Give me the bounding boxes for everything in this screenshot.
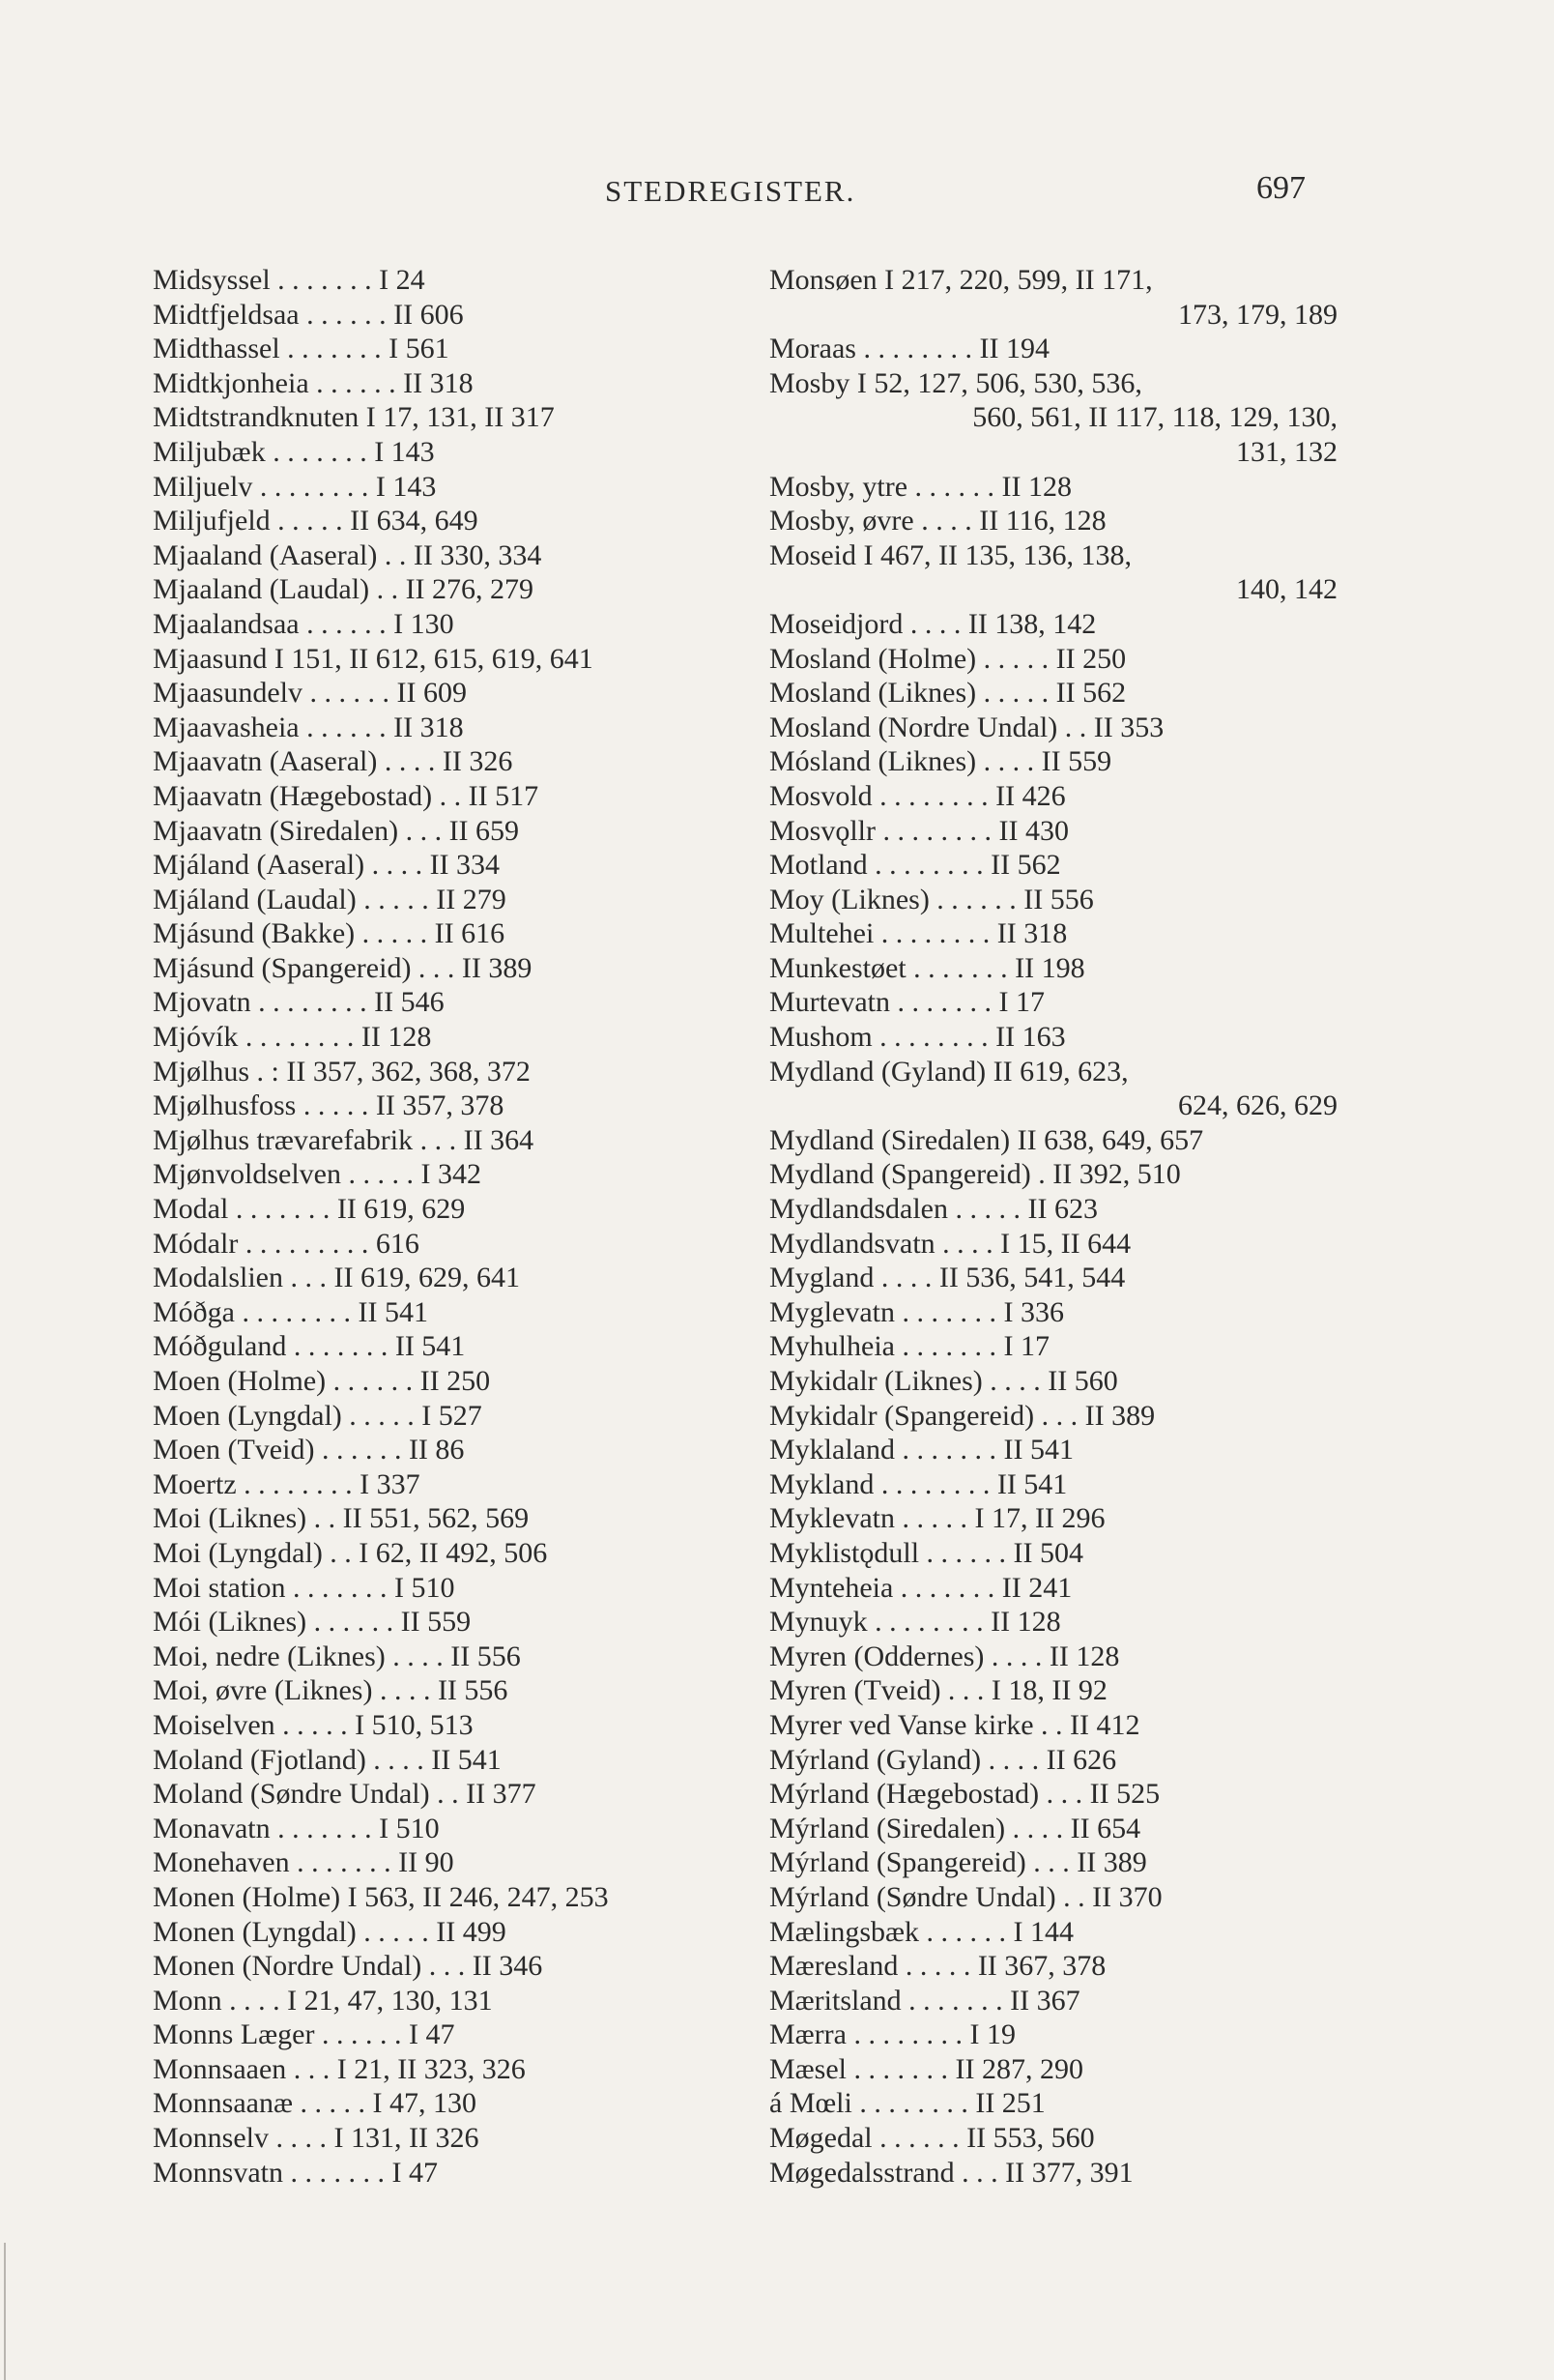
scan-edge-mark — [4, 2243, 6, 2380]
index-entry: Myglevatn . . . . . . . I 336 — [769, 1295, 1064, 1328]
index-entry: Moland (Fjotland) . . . . II 541 — [153, 1743, 502, 1776]
index-entry: Monen (Nordre Undal) . . . II 346 — [153, 1950, 543, 1983]
index-entry: Mjaasund I 151, II 612, 615, 619, 641 — [153, 642, 593, 675]
index-entry: Moi, nedre (Liknes) . . . . II 556 — [153, 1640, 521, 1672]
page-header — [0, 170, 1554, 217]
index-entry: Mydland (Spangereid) . II 392, 510 — [769, 1158, 1181, 1191]
index-entry: Mjaalandsaa . . . . . . I 130 — [153, 607, 454, 640]
index-entry: Myren (Oddernes) . . . . II 128 — [769, 1640, 1120, 1672]
index-entry: Midtfjeldsaa . . . . . . II 606 — [153, 298, 464, 331]
index-entry: Myren (Tveid) . . . I 18, II 92 — [769, 1674, 1108, 1707]
index-entry: Møgedalsstrand . . . II 377, 391 — [769, 2156, 1134, 2189]
index-entry: Mjásund (Bakke) . . . . . II 616 — [153, 917, 505, 950]
index-entry: Mushom . . . . . . . . II 163 — [769, 1021, 1066, 1054]
index-entry: Mykland . . . . . . . . II 541 — [769, 1467, 1068, 1500]
index-entry: Mydland (Siredalen) II 638, 649, 657 — [769, 1123, 1204, 1156]
index-entry: Monnsvatn . . . . . . . I 47 — [153, 2156, 438, 2189]
index-column-right — [769, 263, 1338, 2190]
index-entry: Mósland (Liknes) . . . . II 559 — [769, 745, 1112, 778]
index-entry: Myrer ved Vanse kirke . . II 412 — [769, 1708, 1140, 1741]
index-entry: Mjáland (Aaseral) . . . . II 334 — [153, 849, 501, 882]
index-entry: Mjønvoldselven . . . . . I 342 — [153, 1158, 481, 1191]
index-entry: Mæresland . . . . . II 367, 378 — [769, 1950, 1107, 1983]
index-entry: Myklaland . . . . . . . II 541 — [769, 1434, 1074, 1466]
index-entry: 173, 179, 189 — [1178, 298, 1338, 331]
index-entry: 140, 142 — [1236, 573, 1338, 606]
index-entry: Motland . . . . . . . . II 562 — [769, 849, 1061, 882]
index-entry: Moi station . . . . . . . I 510 — [153, 1571, 455, 1604]
index-entry: Mæsel . . . . . . . II 287, 290 — [769, 2052, 1083, 2085]
index-entry: Midtkjonheia . . . . . . II 318 — [153, 366, 474, 399]
index-entry: Monsøen I 217, 220, 599, II 171, — [769, 264, 1153, 296]
index-entry: Modal . . . . . . . II 619, 629 — [153, 1193, 466, 1226]
index-entry: Mosby, øvre . . . . II 116, 128 — [769, 505, 1107, 537]
index-entry: Monen (Holme) I 563, II 246, 247, 253 — [153, 1880, 609, 1913]
index-entry: Moertz . . . . . . . . I 337 — [153, 1467, 420, 1500]
index-entry: Mosvǫllr . . . . . . . . II 430 — [769, 814, 1069, 847]
index-entry: Mydlandsvatn . . . . I 15, II 644 — [769, 1227, 1132, 1260]
index-entry: Mærra . . . . . . . . I 19 — [769, 2018, 1016, 2051]
index-entry: Mjaaland (Laudal) . . II 276, 279 — [153, 573, 534, 606]
index-entry: Módalr . . . . . . . . . 616 — [153, 1227, 419, 1260]
index-entry: Midthassel . . . . . . . I 561 — [153, 333, 449, 365]
index-entry: Murtevatn . . . . . . . I 17 — [769, 986, 1045, 1019]
index-entry: Moen (Tveid) . . . . . . II 86 — [153, 1434, 465, 1466]
index-entry: Miljubæk . . . . . . . I 143 — [153, 435, 435, 468]
index-entry: Monn . . . . I 21, 47, 130, 131 — [153, 1984, 493, 2017]
index-entry: 560, 561, II 117, 118, 129, 130, — [972, 401, 1338, 434]
index-entry: Monavatn . . . . . . . I 510 — [153, 1812, 440, 1844]
index-entry: Mjáland (Laudal) . . . . . II 279 — [153, 883, 506, 915]
index-entry: Moy (Liknes) . . . . . . II 556 — [769, 883, 1094, 915]
index-entry: 131, 132 — [1236, 435, 1338, 468]
index-entry: Midsyssel . . . . . . . I 24 — [153, 264, 425, 296]
index-column-left — [153, 263, 723, 2190]
index-entry: Munkestøet . . . . . . . II 198 — [769, 951, 1085, 984]
index-entry: Mosland (Holme) . . . . . II 250 — [769, 642, 1127, 675]
index-entry: Monnselv . . . . I 131, II 326 — [153, 2122, 479, 2155]
index-entry: Mjaavatn (Hægebostad) . . II 517 — [153, 779, 539, 812]
index-entry: Mydlandsdalen . . . . . II 623 — [769, 1193, 1098, 1226]
index-entry: Mosvold . . . . . . . . II 426 — [769, 779, 1066, 812]
index-entry: Miljuelv . . . . . . . . I 143 — [153, 470, 437, 503]
index-entry: Monen (Lyngdal) . . . . . II 499 — [153, 1915, 506, 1948]
index-entry: Mynuyk . . . . . . . . II 128 — [769, 1606, 1061, 1639]
index-entry: á Mœli . . . . . . . . II 251 — [769, 2087, 1046, 2120]
index-entry: Moiselven . . . . . I 510, 513 — [153, 1708, 474, 1741]
index-entry: Mosland (Nordre Undal) . . II 353 — [769, 711, 1165, 743]
index-entry: Monnsaaen . . . I 21, II 323, 326 — [153, 2052, 526, 2085]
index-entry: Myklevatn . . . . . I 17, II 296 — [769, 1502, 1106, 1535]
page-number: 697 — [1256, 170, 1306, 206]
index-entry: Mjásund (Spangereid) . . . II 389 — [153, 951, 532, 984]
index-entry: Mýrland (Hægebostad) . . . II 525 — [769, 1778, 1161, 1811]
index-entry: Mói (Liknes) . . . . . . II 559 — [153, 1606, 472, 1639]
index-entry: Moen (Lyngdal) . . . . . I 527 — [153, 1399, 482, 1432]
index-entry: 624, 626, 629 — [1178, 1089, 1338, 1122]
index-entry: Moland (Søndre Undal) . . II 377 — [153, 1778, 536, 1811]
index-entry: Miljufjeld . . . . . II 634, 649 — [153, 505, 478, 537]
index-entry: Mykidalr (Spangereid) . . . II 389 — [769, 1399, 1156, 1432]
index-entry: Midtstrandknuten I 17, 131, II 317 — [153, 401, 555, 434]
index-entry: Móðga . . . . . . . . II 541 — [153, 1295, 428, 1328]
index-entry: Mosby I 52, 127, 506, 530, 536, — [769, 366, 1142, 399]
index-entry: Mýrland (Siredalen) . . . . II 654 — [769, 1812, 1141, 1844]
index-entry: Mykidalr (Liknes) . . . . II 560 — [769, 1365, 1118, 1397]
index-entry: Moseidjord . . . . II 138, 142 — [769, 607, 1097, 640]
index-entry: Mæritsland . . . . . . . II 367 — [769, 1984, 1080, 2017]
index-entry: Moen (Holme) . . . . . . II 250 — [153, 1365, 491, 1397]
index-entry: Moi (Lyngdal) . . I 62, II 492, 506 — [153, 1536, 548, 1569]
index-entry: Móðguland . . . . . . . II 541 — [153, 1330, 466, 1363]
index-entry: Mosby, ytre . . . . . . II 128 — [769, 470, 1073, 503]
index-entry: Mjaavatn (Aaseral) . . . . II 326 — [153, 745, 513, 778]
index-entry: Mjaaland (Aaseral) . . II 330, 334 — [153, 538, 542, 571]
index-entry: Mjóvík . . . . . . . . II 128 — [153, 1021, 432, 1054]
index-entry: Mosland (Liknes) . . . . . II 562 — [769, 677, 1127, 710]
index-entry: Modalslien . . . II 619, 629, 641 — [153, 1262, 520, 1294]
index-entry: Monehaven . . . . . . . II 90 — [153, 1846, 454, 1879]
index-entry: Mælingsbæk . . . . . . I 144 — [769, 1915, 1075, 1948]
index-entry: Mynteheia . . . . . . . II 241 — [769, 1571, 1073, 1604]
index-entry: Mjølhus . : II 357, 362, 368, 372 — [153, 1055, 531, 1088]
index-entry: Mjølhusfoss . . . . . II 357, 378 — [153, 1089, 504, 1122]
index-entry: Moseid I 467, II 135, 136, 138, — [769, 538, 1132, 571]
index-entry: Mjølhus trævarefabrik . . . II 364 — [153, 1123, 534, 1156]
index-entry: Monnsaanæ . . . . . I 47, 130 — [153, 2087, 476, 2120]
index-entry: Mygland . . . . II 536, 541, 544 — [769, 1262, 1126, 1294]
index-entry: Mýrland (Spangereid) . . . II 389 — [769, 1846, 1147, 1879]
index-entry: Mjaavatn (Siredalen) . . . II 659 — [153, 814, 520, 847]
index-entry: Multehei . . . . . . . . II 318 — [769, 917, 1068, 950]
index-entry: Moi (Liknes) . . II 551, 562, 569 — [153, 1502, 530, 1535]
running-title: STEDREGISTER. — [605, 174, 856, 208]
index-entry: Moi, øvre (Liknes) . . . . II 556 — [153, 1674, 508, 1707]
index-entry: Myklistǫdull . . . . . . II 504 — [769, 1536, 1084, 1569]
index-entry: Møgedal . . . . . . II 553, 560 — [769, 2122, 1095, 2155]
index-entry: Monns Læger . . . . . . I 47 — [153, 2018, 455, 2051]
index-entry: Mýrland (Gyland) . . . . II 626 — [769, 1743, 1117, 1776]
index-entry: Mjaasundelv . . . . . . II 609 — [153, 677, 467, 710]
index-entry: Mjovatn . . . . . . . . II 546 — [153, 986, 445, 1019]
index-entry: Moraas . . . . . . . . II 194 — [769, 333, 1050, 365]
index-entry: Mjaavasheia . . . . . . II 318 — [153, 711, 464, 743]
index-entry: Mýrland (Søndre Undal) . . II 370 — [769, 1880, 1163, 1913]
index-entry: Mydland (Gyland) II 619, 623, — [769, 1055, 1129, 1088]
index-entry: Myhulheia . . . . . . . I 17 — [769, 1330, 1050, 1363]
